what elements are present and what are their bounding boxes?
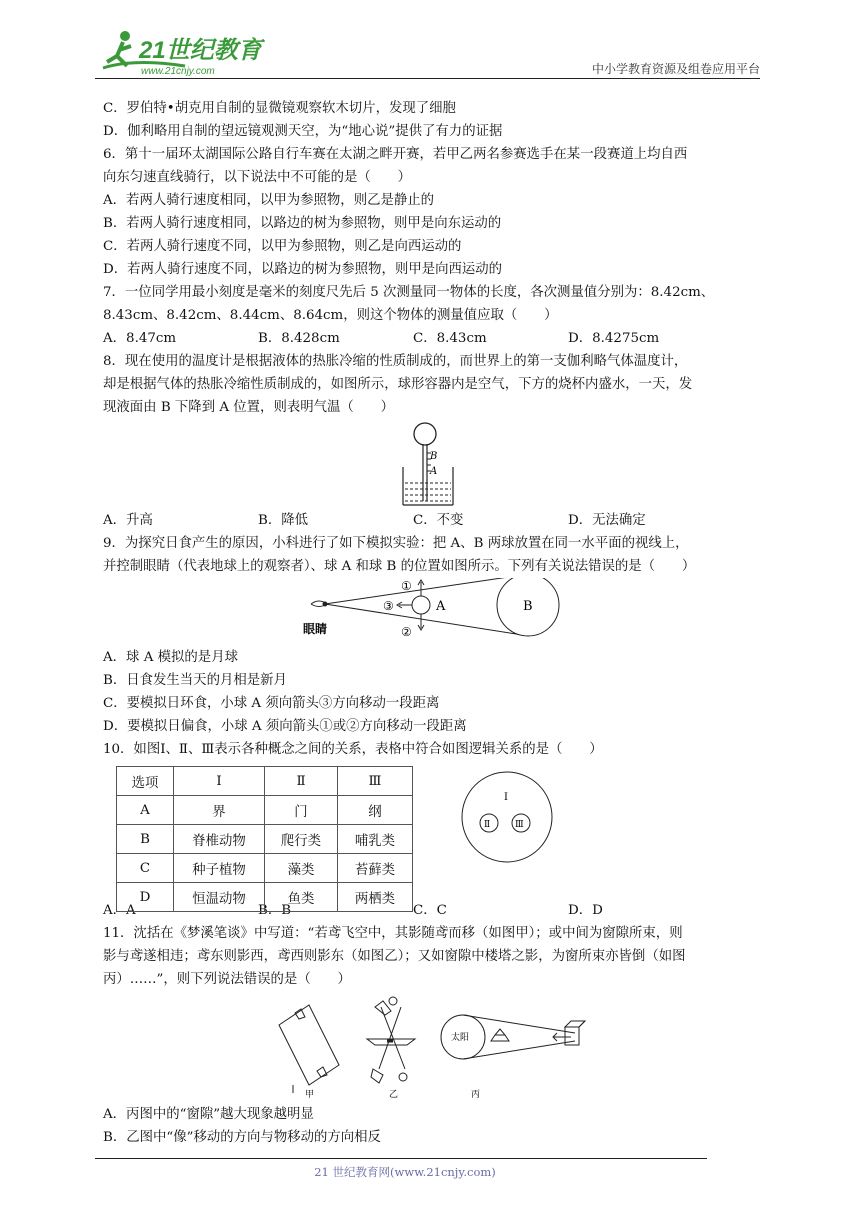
table-row <box>117 854 413 883</box>
table-cell: 种子植物 <box>174 854 265 883</box>
concept-diagram <box>459 767 559 867</box>
table-cell: C <box>117 854 174 883</box>
question-6-option: C．若两人骑行速度不同，以甲为参照物，则乙是向西运动的 <box>103 239 462 254</box>
table-cell: D <box>117 883 174 912</box>
exam-content <box>103 97 765 1149</box>
question-11-option: B．乙图中“像”移动的方向与物移动的方向相反 <box>103 1130 381 1145</box>
table-cell: 苔藓类 <box>338 854 413 883</box>
option-line: D．伽利略用自制的望远镜观测天空，为“地心说”提供了有力的证据 <box>103 124 503 139</box>
question-8-stem: 8．现在使用的温度计是根据液体的热胀冷缩的性质制成的，而世界上的第一支伽利略气体温度计， <box>103 354 688 369</box>
question-8-options <box>103 509 765 532</box>
table-cell: 哺乳类 <box>338 825 413 854</box>
option: B．降低 <box>258 513 309 528</box>
label-bing: 丙 <box>471 1090 481 1099</box>
label-A: A <box>430 466 438 477</box>
question-6-stem: 6．第十一届环太湖国际公路自行车赛在太湖之畔开赛，若甲乙两名参赛选手在某一段赛道上均自西 <box>103 147 688 162</box>
logo-url: www.21cnjy.com <box>141 66 215 77</box>
question-8-stem: 却是根据气体的热胀冷缩性质制成的，如图所示，球形容器内是空气，下方的烧杯内盛水，一天，发 <box>103 377 693 392</box>
label-sun: 太阳 <box>451 1033 470 1043</box>
table-cell: 鱼类 <box>265 883 338 912</box>
logo-text: 21世纪教育 <box>139 37 262 64</box>
circle-III-label: Ⅲ <box>515 820 524 830</box>
question-10-figure <box>103 761 765 907</box>
table-header: Ⅲ <box>338 767 413 796</box>
option: D．D <box>568 903 603 918</box>
question-9-option: C．要模拟日环食，小球 A 须向箭头③方向移动一段距离 <box>103 696 440 711</box>
question-6-option: D．若两人骑行速度不同，以路边的树为参照物，则甲是向西运动的 <box>103 262 503 277</box>
table-cell: 恒温动物 <box>174 883 265 912</box>
question-11-stem: 影与鸢遂相违；鸢东则影西，鸢西则影东（如图乙）；又如窗隙中楼塔之影，为窗所束亦皆倒（如图 <box>103 949 686 964</box>
circle-II-label: Ⅱ <box>484 820 491 830</box>
concept-table <box>116 766 413 912</box>
question-9-option: A．球 A 模拟的是月球 <box>103 650 238 665</box>
question-7-options <box>103 327 765 350</box>
page-header <box>95 28 760 80</box>
table-cell: 藻类 <box>265 854 338 883</box>
question-9-option: B．日食发生当天的月相是新月 <box>103 673 287 688</box>
ball-B-label: B <box>523 599 533 614</box>
eclipse-figure <box>103 578 765 646</box>
question-11-stem: 丙）……”，则下列说法错误的是（ ） <box>103 972 351 987</box>
question-10-stem: 10．如图Ⅰ、Ⅱ、Ⅲ表示各种概念之间的关系，表格中符合如图逻辑关系的是（ ） <box>103 742 603 757</box>
question-7-stem: 8.43cm、8.42cm、8.44cm、8.64cm，则这个物体的测量值应取（ ） <box>103 308 558 323</box>
label-B: B <box>430 451 438 462</box>
ball-A-label: A <box>436 599 446 614</box>
label-jia: 甲 <box>305 1090 315 1099</box>
table-cell: A <box>117 796 174 825</box>
table-cell: 爬行类 <box>265 825 338 854</box>
table-row <box>117 883 413 912</box>
eye-label: 眼睛 <box>303 622 328 636</box>
logo <box>95 28 265 78</box>
table-cell: 纲 <box>338 796 413 825</box>
option-line: C．罗伯特•胡克用自制的显微镜观察软木切片，发现了细胞 <box>103 101 456 116</box>
question-11-option: A．丙图中的“窗隙”越大现象越明显 <box>103 1107 314 1122</box>
option: A．8.47cm <box>103 331 177 346</box>
option: C．不变 <box>413 513 464 528</box>
table-header: 选项 <box>117 767 174 796</box>
table-cell: 界 <box>174 796 265 825</box>
question-8-stem: 现液面由 B 下降到 A 位置，则表明气温（ ） <box>103 400 394 415</box>
option: D．8.4275cm <box>568 331 660 346</box>
question-9-option: D．要模拟日偏食，小球 A 须向箭头①或②方向移动一段距离 <box>103 719 467 734</box>
page-footer: 21 世纪教育网(www.21cnjy.com) <box>314 1165 496 1179</box>
table-row <box>117 796 413 825</box>
table-cell: 门 <box>265 796 338 825</box>
option: D．无法确定 <box>568 513 646 528</box>
option: C．8.43cm <box>413 331 487 346</box>
question-9-stem: 并控制眼睛（代表地球上的观察者）、球 A 和球 B 的位置如图所示。下列有关说法错误的是（ ） <box>103 559 696 574</box>
question-9-stem: 9．为探究日食产生的原因，小科进行了如下模拟实验：把 A、B 两球放置在同一水平面的视线上， <box>103 536 689 551</box>
platform-name: 中小学教育资源及组卷应用平台 <box>591 62 760 76</box>
kite-shadow-figure <box>103 991 765 1103</box>
arrow-2: ② <box>401 625 412 639</box>
option: A．升高 <box>103 513 153 528</box>
question-6-option: B．若两人骑行速度相同，以路边的树为参照物，则甲是向东运动的 <box>103 216 502 231</box>
table-cell: B <box>117 825 174 854</box>
arrow-3: ③ <box>383 599 394 613</box>
header-divider <box>95 78 760 79</box>
table-row <box>117 825 413 854</box>
option: B．B <box>258 903 292 918</box>
table-header: Ⅰ <box>174 767 265 796</box>
option: C．C <box>413 903 447 918</box>
table-cell: 脊椎动物 <box>174 825 265 854</box>
question-11-stem: 11．沈括在《梦溪笔谈》中写道：“若鸢飞空中，其影随鸢而移（如图甲）；或中间为窗隙所束，则 <box>103 926 683 941</box>
table-cell: 两栖类 <box>338 883 413 912</box>
option: B．8.428cm <box>258 331 340 346</box>
question-7-stem: 7．一位同学用最小刻度是毫米的刻度尺先后 5 次测量同一物体的长度，各次测量值分别为：8.42cm、 <box>103 285 715 300</box>
arrow-1: ① <box>401 579 412 593</box>
question-6-stem: 向东匀速直线骑行，以下说法中不可能的是（ ） <box>103 170 411 185</box>
footer-divider <box>95 1158 707 1159</box>
circle-I-label: Ⅰ <box>504 792 508 803</box>
thermometer-figure <box>103 419 765 509</box>
label-yi: 乙 <box>389 1090 399 1099</box>
option: A．A <box>103 903 136 918</box>
question-6-option: A．若两人骑行速度相同，以甲为参照物，则乙是静止的 <box>103 193 435 208</box>
table-header: Ⅱ <box>265 767 338 796</box>
